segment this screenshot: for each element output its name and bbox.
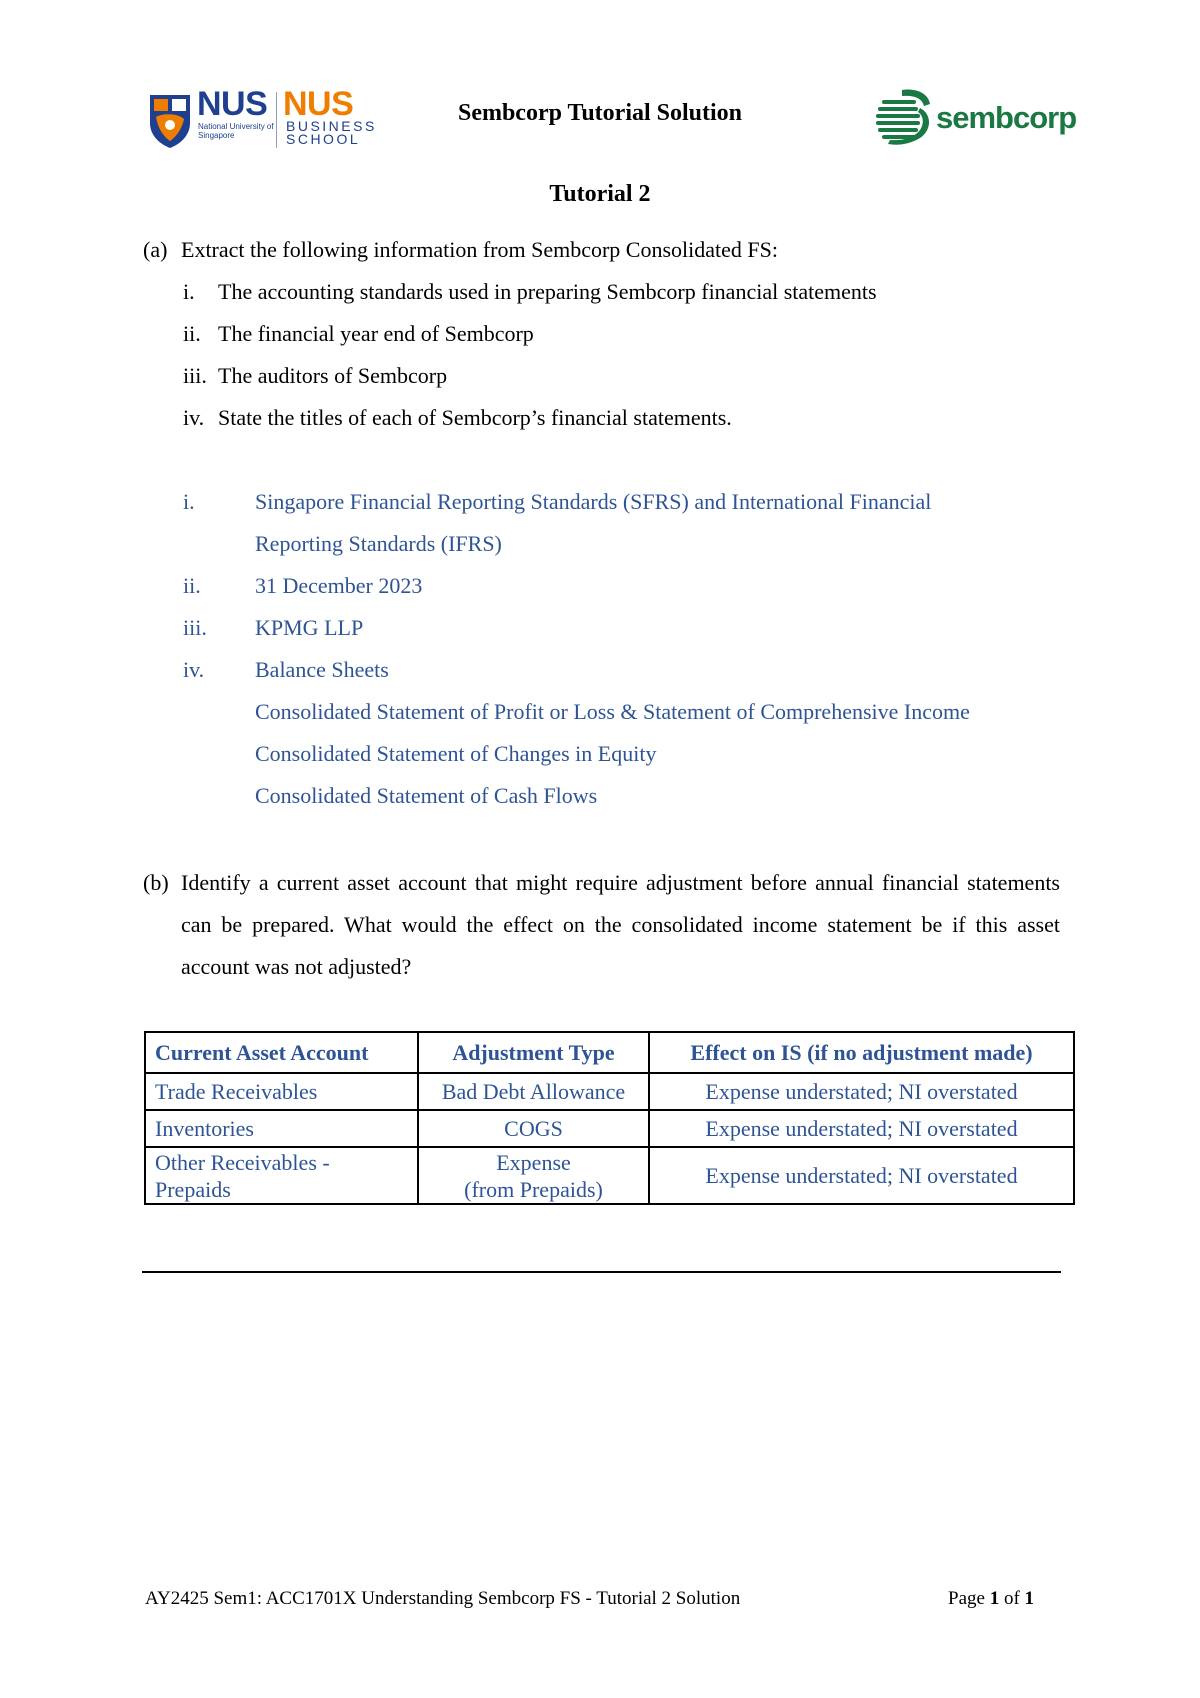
question-item-marker: iv. — [183, 405, 205, 430]
cell-line: Other Receivables - — [155, 1149, 330, 1175]
answer-marker: i. — [183, 489, 195, 514]
answer-line: KPMG LLP — [255, 615, 364, 640]
sembcorp-swirl-icon — [874, 86, 934, 150]
table-cell: Trade Receivables — [145, 1073, 418, 1110]
question-item-text: The auditors of Sembcorp — [218, 363, 448, 388]
table-cell: Expense understated; NI overstated — [649, 1073, 1074, 1110]
table-row — [145, 1073, 1074, 1110]
table-cell — [418, 1147, 649, 1204]
footer-page-number — [948, 1588, 1034, 1610]
table-cell — [145, 1147, 418, 1204]
table-header-row — [145, 1032, 1074, 1073]
nus-logo — [148, 85, 388, 150]
answer-line: Reporting Standards (IFRS) — [255, 531, 502, 556]
adjustment-table — [144, 1031, 1075, 1205]
answer-line: Consolidated Statement of Changes in Equity — [255, 741, 657, 766]
answer-line: Consolidated Statement of Cash Flows — [255, 783, 598, 808]
table-row — [145, 1147, 1074, 1204]
part-a-marker: (a) — [143, 237, 168, 262]
table-header-cell: Effect on IS (if no adjustment made) — [649, 1032, 1074, 1073]
page-label: Page — [948, 1588, 985, 1609]
page-of: of — [1003, 1588, 1020, 1609]
answer-marker: iii. — [183, 615, 207, 640]
answer-marker: iv. — [183, 657, 205, 682]
nus-logo-subtitle: National University of Singapore — [198, 122, 274, 140]
part-a-question: Extract the following information from Sembcorp Consolidated FS: — [181, 237, 778, 262]
table-cell: Inventories — [145, 1110, 418, 1147]
table-cell: Expense understated; NI overstated — [649, 1110, 1074, 1147]
part-b-question: Identify a current asset account that might require adjustment before annual financial statements can be prepared. What would the effect on the consolidated income statement be if this asset account was not adjusted? — [181, 870, 1060, 979]
footer-course-info: AY2425 Sem1: ACC1701X Understanding Sembcorp FS - Tutorial 2 Solution — [145, 1588, 741, 1609]
answer-line: Consolidated Statement of Profit or Loss & Statement of Comprehensive Income — [255, 699, 970, 724]
question-item-text: State the titles of each of Sembcorp’s financial statements. — [218, 405, 732, 430]
question-item-text: The accounting standards used in preparing Sembcorp financial statements — [218, 279, 877, 304]
table-cell: COGS — [418, 1110, 649, 1147]
table-row — [145, 1110, 1074, 1147]
nus-logo-name: NUS — [197, 85, 268, 123]
answer-line: Singapore Financial Reporting Standards (SFRS) and International Financial — [255, 489, 932, 514]
page-current: 1 — [989, 1588, 1000, 1609]
nus-business-logo-subtitle: BUSINESS SCHOOL — [286, 118, 377, 147]
answer-line: Balance Sheets — [255, 657, 389, 682]
nus-crest-icon — [148, 93, 192, 149]
answer-marker: ii. — [183, 573, 201, 598]
question-item-marker: i. — [183, 279, 195, 304]
logo-divider — [276, 92, 277, 148]
sembcorp-wordmark: sembcorp — [936, 100, 1077, 135]
header-title: Sembcorp Tutorial Solution — [457, 100, 743, 126]
answer-line: 31 December 2023 — [255, 573, 423, 598]
page-total: 1 — [1024, 1588, 1035, 1609]
sembcorp-logo — [874, 86, 1077, 150]
table-cell: Expense understated; NI overstated — [649, 1147, 1074, 1204]
horizontal-rule — [142, 1271, 1061, 1273]
question-item-marker: ii. — [183, 321, 201, 346]
question-item-text: The financial year end of Sembcorp — [218, 321, 534, 346]
cell-line: Expense — [496, 1149, 571, 1175]
question-item-marker: iii. — [183, 363, 207, 388]
tutorial-title: Tutorial 2 — [549, 181, 651, 207]
cell-line: Prepaids — [155, 1176, 231, 1202]
table-header-cell: Adjustment Type — [418, 1032, 649, 1073]
part-b-marker: (b) — [143, 870, 169, 895]
table-cell: Bad Debt Allowance — [418, 1073, 649, 1110]
nus-business-logo-name: NUS — [283, 85, 354, 123]
cell-line: (from Prepaids) — [464, 1176, 603, 1202]
table-header-cell: Current Asset Account — [145, 1032, 418, 1073]
